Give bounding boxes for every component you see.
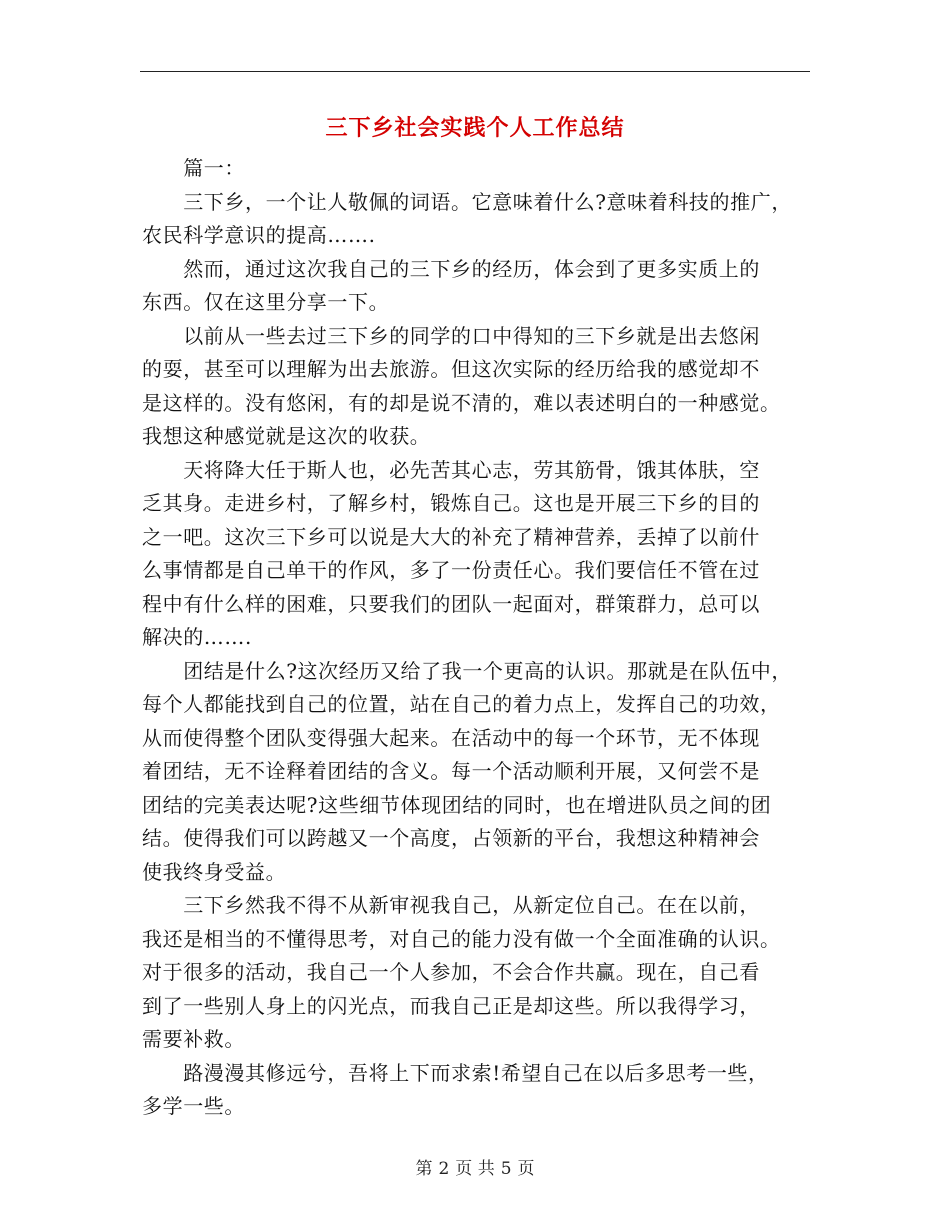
text-line: 然而，通过这次我自己的三下乡的经历，体会到了更多实质上的 [142,256,760,281]
document-title: 三下乡社会实践个人工作总结 [325,115,625,141]
text-line: 篇一： [142,156,245,180]
text-line: 路漫漫其修远兮，吾将上下而求索!希望自己在以后多思考一些， [142,1060,769,1085]
text-line: 的耍，甚至可以理解为出去旅游。但这次实际的经历给我的感觉却不 [142,357,760,381]
text-line: 么事情都是自己单干的作风，多了一份责任心。我们要信任不管在过 [142,558,760,582]
text-line: 使我终身受益。 [142,859,287,884]
footer-suffix: 页 [517,1159,535,1179]
total-pages-number: 5 [500,1159,512,1179]
text-line: 三下乡，一个让人敬佩的词语。它意味着什么?意味着科技的推广， [142,189,792,214]
text-line: 团结是什么?这次经历又给了我一个更高的认识。那就是在队伍中， [142,658,792,683]
footer-prefix: 第 [415,1159,433,1179]
text-line: 三下乡然我不得不从新审视我自己，从新定位自己。在在以前， [142,893,760,917]
text-line: 我想这种感觉就是这次的收获。 [142,424,431,448]
text-line: 程中有什么样的困难，只要我们的团队一起面对，群策群力，总可以 [142,591,760,616]
current-page-number: 2 [438,1159,450,1179]
text-line: 乏其身。走进乡村，了解乡村，锻炼自己。这也是开展三下乡的目的 [142,491,760,515]
text-line: 解决的……. [142,625,252,649]
text-line: 东西。仅在这里分享一下。 [142,290,390,314]
text-line: 我还是相当的不懂得思考，对自己的能力没有做一个全面准确的认识。 [142,926,781,951]
page-footer [0,1154,950,1179]
text-line: 到了一些别人身上的闪光点，而我自己正是却这些。所以我得学习， [142,993,760,1018]
text-line: 从而使得整个团队变得强大起来。在活动中的每一个环节，无不体现 [142,725,760,750]
document-body [142,152,822,1124]
text-line: 天将降大任于斯人也，必先苦其心志，劳其筋骨，饿其体肤，空 [142,457,760,482]
text-line: 着团结，无不诠释着团结的含义。每一个活动顺利开展，又何尝不是 [142,759,760,783]
text-line: 每个人都能找到自己的位置，站在自己的着力点上，发挥自己的功效， [142,692,781,716]
text-line: 结。使得我们可以跨越又一个高度，占领新的平台，我想这种精神会 [142,826,760,850]
text-line: 需要补救。 [142,1027,245,1051]
text-line: 农民科学意识的提高……. [142,223,376,247]
header-rule [140,71,810,72]
footer-middle: 页 共 [455,1159,495,1179]
text-line: 之一吧。这次三下乡可以说是大大的补充了精神营养，丢掉了以前什 [142,524,760,549]
text-line: 团结的完美表达呢?这些细节体现团结的同时，也在增进队员之间的团 [142,792,772,817]
text-line: 以前从一些去过三下乡的同学的口中得知的三下乡就是出去悠闲 [142,323,760,348]
text-line: 是这样的。没有悠闲，有的却是说不清的，难以表述明白的一种感觉。 [142,390,781,415]
text-line: 对于很多的活动，我自己一个人参加，不会合作共赢。现在，自己看 [142,960,760,984]
text-line: 多学一些。 [142,1094,245,1118]
